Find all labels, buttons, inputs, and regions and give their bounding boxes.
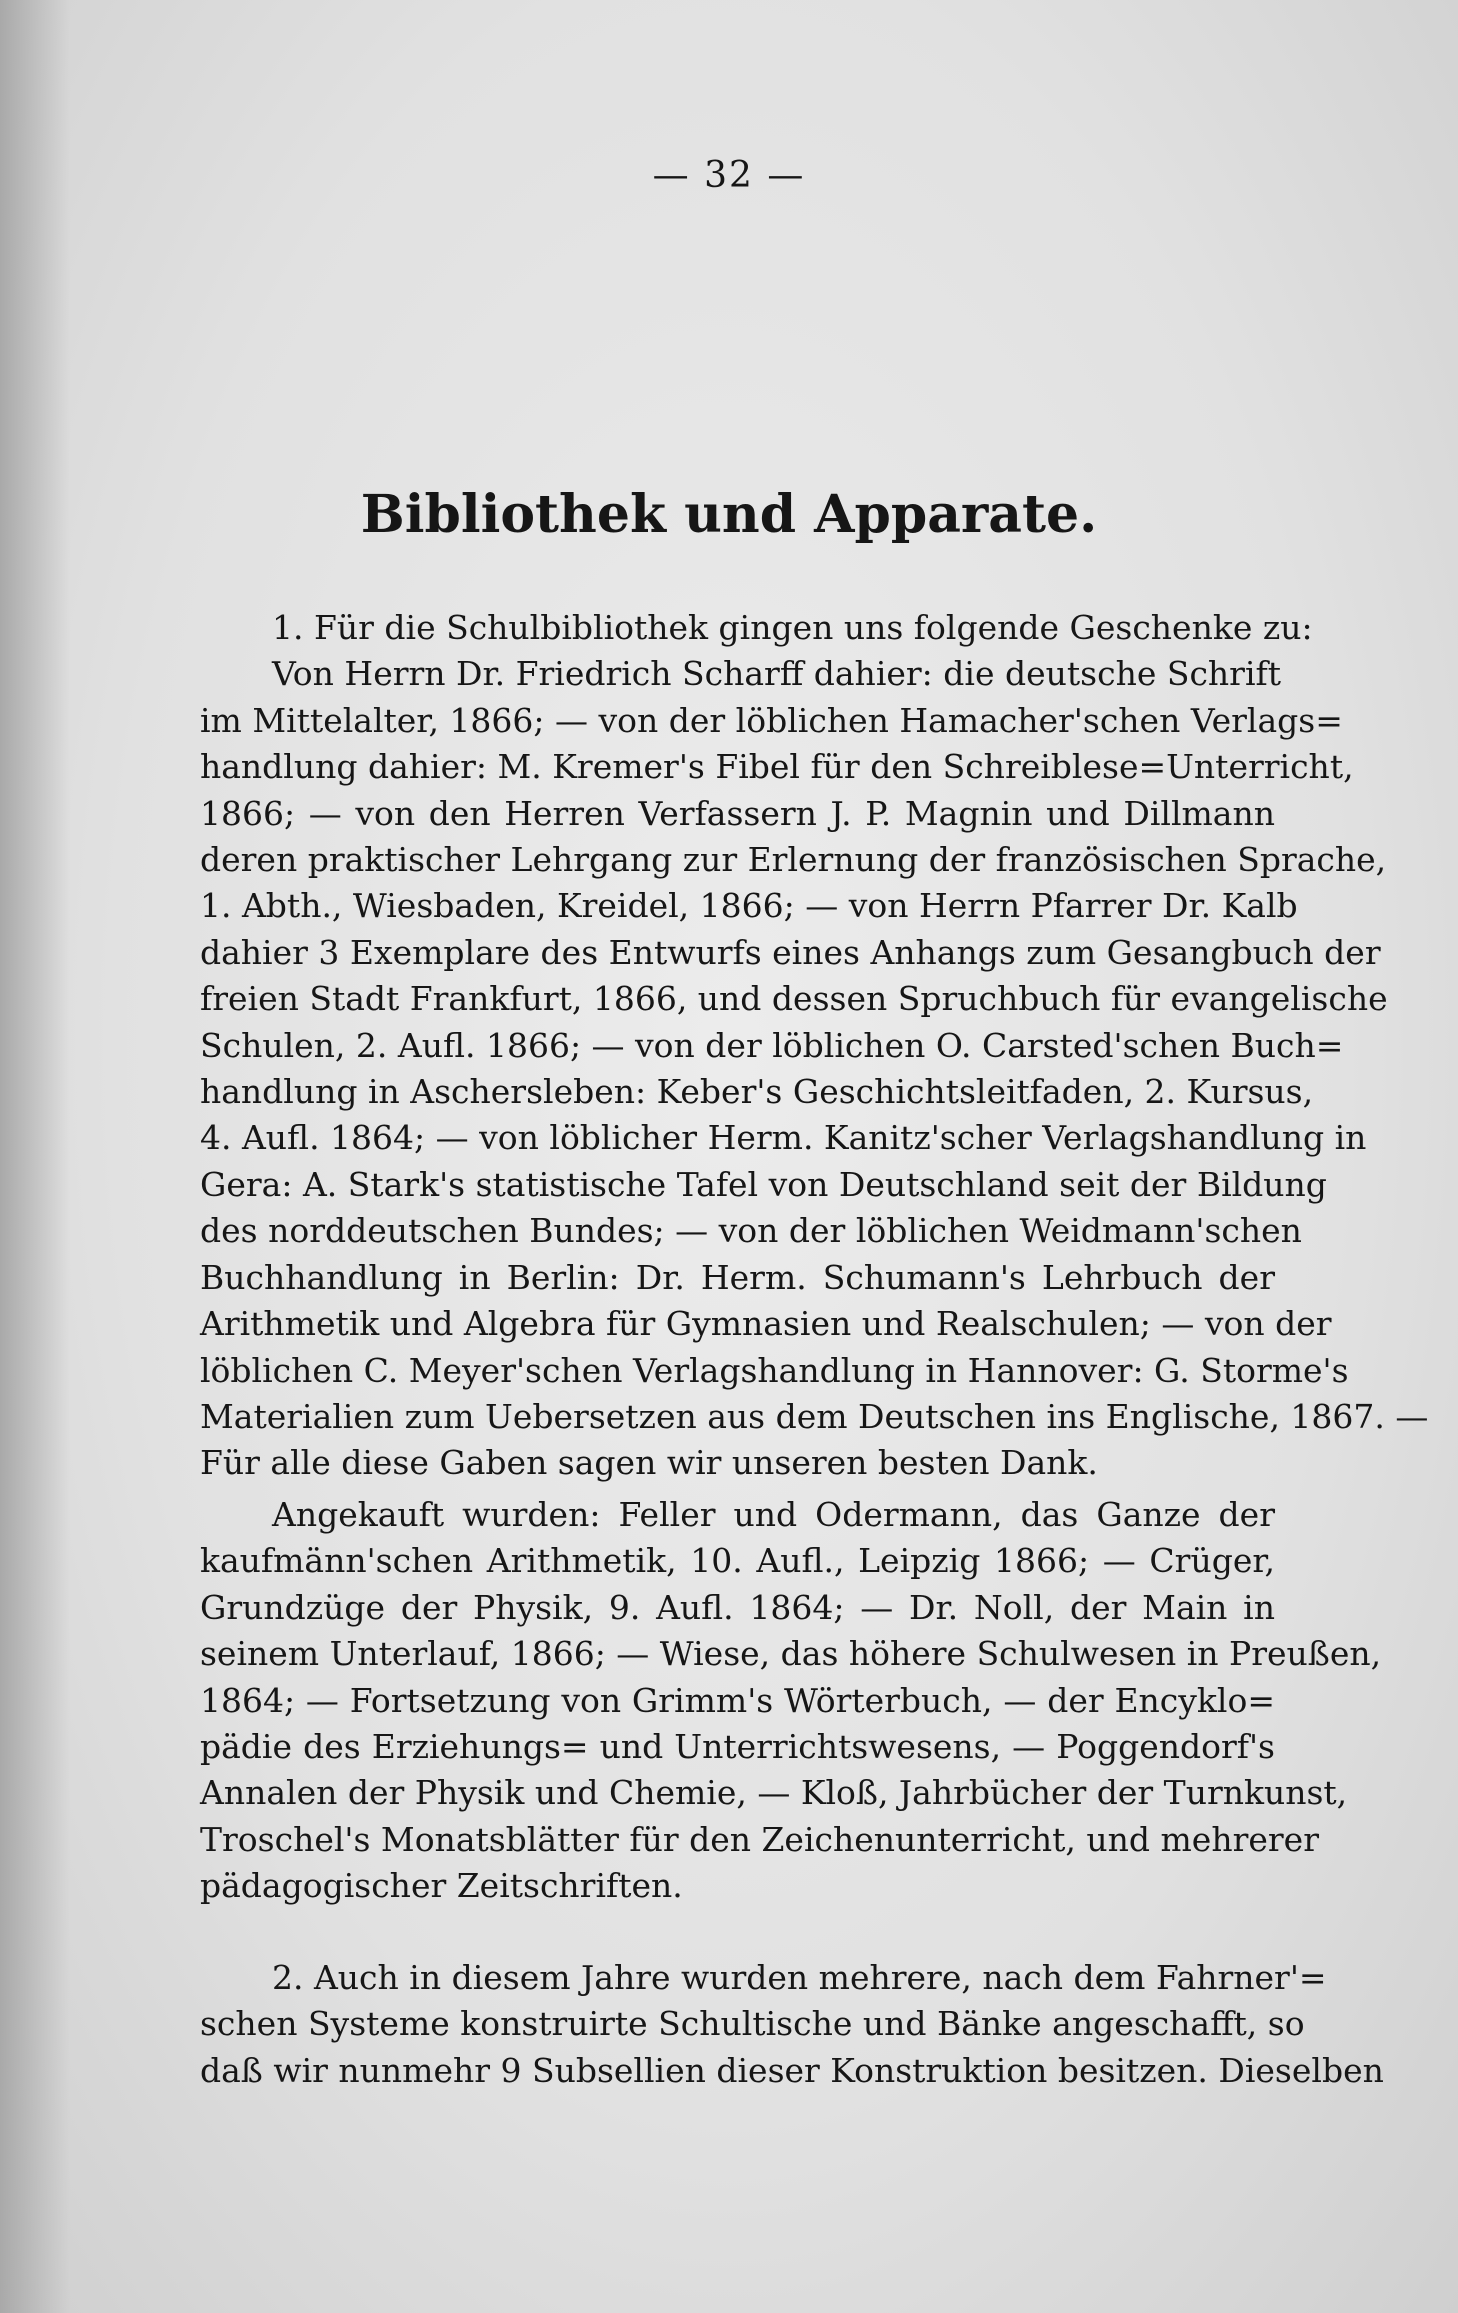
text-line: Grundzüge der Physik, 9. Aufl. 1864; — Dr. Noll, der Main in xyxy=(200,1587,1275,1627)
text-line: Schulen, 2. Aufl. 1866; — von der löblichen O. Carsted'schen Buch= xyxy=(200,1025,1344,1065)
section-heading: Bibliothek und Apparate. xyxy=(360,484,1098,545)
text-line: freien Stadt Frankfurt, 1866, und dessen Spruchbuch für evangelische xyxy=(200,979,1388,1019)
text-line: seinem Unterlauf, 1866; — Wiese, das höhere Schulwesen in Preußen, xyxy=(200,1634,1382,1674)
text-line: im Mittelalter, 1866; — von der löblichen Hamacher'schen Verlags= xyxy=(200,700,1343,740)
paragraph-purchases xyxy=(200,1492,1382,1910)
text-line: deren praktischer Lehrgang zur Erlernung der französischen Sprache, xyxy=(200,840,1387,880)
text-line: 1864; — Fortsetzung von Grimm's Wörterbuch, — der Encyklo= xyxy=(200,1680,1275,1720)
text-line: handlung in Aschersleben: Keber's Geschichtsleitfaden, 2. Kursus, xyxy=(200,1072,1314,1112)
text-line: schen Systeme konstruirte Schultische und Bänke angeschafft, so xyxy=(200,2004,1305,2044)
paragraph-donations xyxy=(200,605,1429,1487)
text-line: 1866; — von den Herren Verfassern J. P. Magnin und Dillmann xyxy=(200,793,1275,833)
page-number: — 32 — xyxy=(652,155,806,196)
text-line: handlung dahier: M. Kremer's Fibel für den Schreiblese=Unterricht, xyxy=(200,747,1354,787)
text-line: Angekauft wurden: Feller und Odermann, das Ganze der xyxy=(272,1495,1275,1534)
text-line: Annalen der Physik und Chemie, — Kloß, Jahrbücher der Turnkunst, xyxy=(200,1773,1348,1813)
text-line: 1. Abth., Wiesbaden, Kreidel, 1866; — von Herrn Pfarrer Dr. Kalb xyxy=(200,886,1298,926)
text-line: 2. Auch in diesem Jahre wurden mehrere, nach dem Fahrner'= xyxy=(272,1958,1327,1997)
text-line: dahier 3 Exemplare des Entwurfs eines Anhangs zum Gesangbuch der xyxy=(200,932,1381,972)
text-line: des norddeutschen Bundes; — von der löblichen Weidmann'schen xyxy=(200,1211,1302,1251)
text-line: pädie des Erziehungs= und Unterrichtswesens, — Poggendorf's xyxy=(200,1727,1275,1767)
text-line: Troschel's Monatsblätter für den Zeichenunterricht, und mehrerer xyxy=(200,1819,1319,1859)
text-line: 1. Für die Schulbibliothek gingen uns folgende Geschenke zu: xyxy=(272,608,1313,647)
page-edge-shadow xyxy=(0,0,70,2313)
text-line: löblichen C. Meyer'schen Verlagshandlung in Hannover: G. Storme's xyxy=(200,1350,1349,1390)
paragraph-furniture xyxy=(200,1955,1384,2094)
text-line: 4. Aufl. 1864; — von löblicher Herm. Kanitz'scher Verlagshandlung in xyxy=(200,1118,1367,1158)
text-line: Für alle diese Gaben sagen wir unseren besten Dank. xyxy=(200,1443,1098,1483)
text-line: Materialien zum Uebersetzen aus dem Deutschen ins Englische, 1867. — xyxy=(200,1396,1429,1436)
text-line: Arithmetik und Algebra für Gymnasien und Realschulen; — von der xyxy=(200,1304,1332,1344)
text-line: daß wir nunmehr 9 Subsellien dieser Konstruktion besitzen. Dieselben xyxy=(200,2050,1384,2090)
text-line: Gera: A. Stark's statistische Tafel von Deutschland seit der Bildung xyxy=(200,1164,1327,1204)
text-line: Von Herrn Dr. Friedrich Scharff dahier: die deutsche Schrift xyxy=(272,654,1281,694)
text-line: Buchhandlung in Berlin: Dr. Herm. Schumann's Lehrbuch der xyxy=(200,1257,1275,1297)
text-line: pädagogischer Zeitschriften. xyxy=(200,1866,683,1906)
text-line: kaufmänn'schen Arithmetik, 10. Aufl., Leipzig 1866; — Crüger, xyxy=(200,1541,1275,1581)
